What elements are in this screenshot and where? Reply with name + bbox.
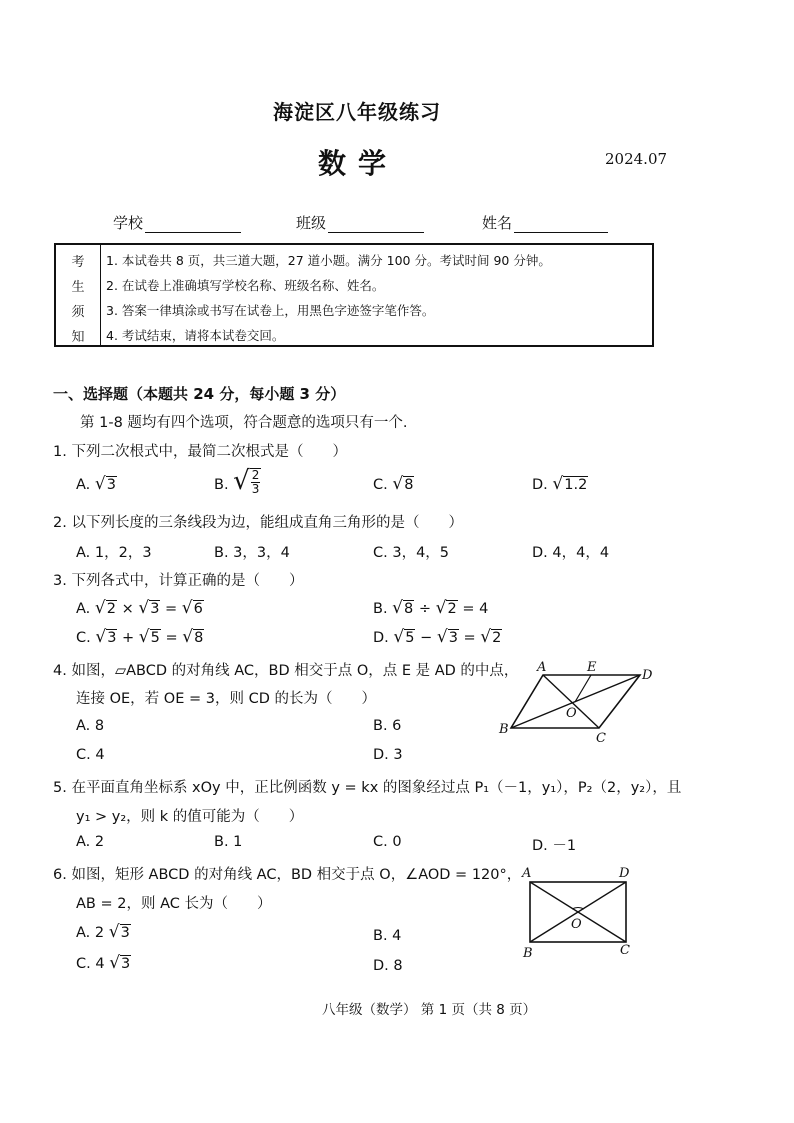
q6-option-c[interactable] xyxy=(76,955,131,973)
sqrt-fraction-expression: √ $\frac{2}{3}$ xyxy=(233,466,260,496)
school-blank[interactable] xyxy=(145,216,241,233)
vertex-label-b: B xyxy=(499,722,509,737)
sqrt-expression: √ 3 xyxy=(95,627,117,647)
q6-option-a[interactable] xyxy=(76,924,131,942)
class-label: 班级 xyxy=(296,214,327,232)
exam-date: 2024.07 xyxy=(605,150,668,168)
vertex-label-d: D xyxy=(642,668,653,683)
sqrt-expression: √ 2 xyxy=(435,598,457,618)
sqrt-expression: √ 3 xyxy=(138,598,160,618)
operator: = 4 xyxy=(462,601,489,617)
vertex-label-a: A xyxy=(522,866,532,881)
question-5-stem-line2: y₁ > y₂，则 k 的值可能为（ ） xyxy=(76,809,304,825)
radicand: 8 xyxy=(404,601,414,617)
sqrt-expression: √ 1.2 xyxy=(552,474,588,494)
option-label: C. xyxy=(373,477,388,493)
notice-item: 1. 本试卷共 8 页，共三道大题，27 道小题。满分 100 分。考试时间 90 分钟。 xyxy=(106,253,551,268)
option-label: C. xyxy=(76,630,91,646)
vertex-label-o: O xyxy=(571,917,582,932)
q6-option-d[interactable]: D. 8 xyxy=(373,958,403,974)
option-label: A. xyxy=(76,477,91,493)
class-field[interactable] xyxy=(296,212,424,233)
q5-option-c[interactable]: C. 0 xyxy=(373,834,402,850)
vertex-label-d: D xyxy=(619,866,630,881)
subject-title: 数学 xyxy=(318,147,399,180)
radicand: 3 xyxy=(121,956,131,972)
sqrt-expression: √ 3 xyxy=(109,953,131,973)
q4-option-b[interactable]: B. 6 xyxy=(373,718,402,734)
radicand: 6 xyxy=(193,601,203,617)
operator: × xyxy=(121,601,134,617)
sqrt-expression: √ 8 xyxy=(182,627,204,647)
operator: = xyxy=(165,630,178,646)
exam-title: 海淀区八年级练习 xyxy=(273,100,441,124)
q1-option-c[interactable] xyxy=(373,476,414,494)
school-label: 学校 xyxy=(113,214,144,232)
vertex-label-b: B xyxy=(523,946,533,960)
class-blank[interactable] xyxy=(328,216,424,233)
question-2-stem: 2. 以下列长度的三条线段为边，能组成直角三角形的是（ ） xyxy=(53,515,463,531)
q3-option-d[interactable] xyxy=(373,629,502,647)
q5-option-b[interactable]: B. 1 xyxy=(214,834,243,850)
radicand: 2 xyxy=(447,601,457,617)
q4-option-a[interactable]: A. 8 xyxy=(76,718,105,734)
sqrt-expression: √ 3 xyxy=(108,922,130,942)
vertex-label-c: C xyxy=(620,943,630,958)
radicand: 8 xyxy=(404,477,414,493)
q1-option-a[interactable] xyxy=(76,476,117,494)
vertex-label-o: O xyxy=(566,706,577,721)
option-label: D. xyxy=(373,630,389,646)
option-label: A. 2 xyxy=(76,925,105,941)
radicand: 3 xyxy=(107,630,117,646)
q6-option-b[interactable]: B. 4 xyxy=(373,928,402,944)
question-4-stem-line2: 连接 OE，若 OE = 3，则 CD 的长为（ ） xyxy=(76,691,376,707)
notice-side-char: 生 xyxy=(71,280,85,295)
operator: + xyxy=(122,630,135,646)
notice-side-char: 须 xyxy=(71,305,85,320)
notice-side-char: 考 xyxy=(71,255,85,270)
vertex-label-c: C xyxy=(596,731,606,745)
radicand: 3 xyxy=(448,630,458,646)
notice-item: 4. 考试结束，请将本试卷交回。 xyxy=(106,328,285,343)
sqrt-expression: √ 8 xyxy=(392,474,414,494)
q2-option-c[interactable]: C. 3，4，5 xyxy=(373,545,450,561)
radicand: 2 xyxy=(106,601,116,617)
question-6-stem-line2: AB = 2，则 AC 长为（ ） xyxy=(76,896,272,912)
radicand: 3 xyxy=(120,925,130,941)
q2-option-b[interactable]: B. 3，3，4 xyxy=(214,545,290,561)
sqrt-expression: √ 3 xyxy=(94,474,116,494)
sqrt-expression: √ 5 xyxy=(138,627,160,647)
radicand: 5 xyxy=(150,630,160,646)
q3-option-c[interactable] xyxy=(76,629,204,647)
q3-option-a[interactable] xyxy=(76,600,204,618)
sqrt-expression: √ 6 xyxy=(181,598,203,618)
vertex-label-a: A xyxy=(537,660,547,675)
option-label: B. xyxy=(214,477,229,493)
option-label: B. xyxy=(373,601,388,617)
section-intro: 第 1-8 题均有四个选项，符合题意的选项只有一个. xyxy=(80,415,408,431)
section-title: 一、选择题（本题共 24 分，每小题 3 分） xyxy=(53,385,346,403)
exam-notice-box xyxy=(54,243,654,347)
operator: ÷ xyxy=(418,601,432,617)
rectangle-figure xyxy=(516,862,641,960)
question-4-stem-line1: 4. 如图，▱ABCD 的对角线 AC，BD 相交于点 O，点 E 是 AD 的中点， xyxy=(53,663,519,679)
sqrt-expression: √ 3 xyxy=(436,627,458,647)
radicand: 5 xyxy=(405,630,415,646)
operator: − xyxy=(420,630,433,646)
q5-option-a[interactable]: A. 2 xyxy=(76,834,105,850)
notice-item: 3. 答案一律填涂或书写在试卷上，用黑色字迹签字笔作答。 xyxy=(106,303,435,318)
q1-option-d[interactable] xyxy=(532,476,588,494)
radicand: 2 xyxy=(492,630,502,646)
question-3-stem: 3. 下列各式中，计算正确的是（ ） xyxy=(53,573,304,589)
operator: = xyxy=(165,601,178,617)
parallelogram-figure xyxy=(495,655,665,745)
q4-option-d[interactable]: D. 3 xyxy=(373,747,403,763)
option-label: A. xyxy=(76,601,91,617)
q4-option-c[interactable]: C. 4 xyxy=(76,747,105,763)
name-blank[interactable] xyxy=(514,216,608,233)
page-footer: 八年级（数学） 第 1 页（共 8 页） xyxy=(322,1002,537,1018)
notice-item: 2. 在试卷上准确填写学校名称、班级名称、姓名。 xyxy=(106,278,385,293)
operator: = xyxy=(463,630,476,646)
fraction-numerator: 2 xyxy=(251,468,260,482)
radicand: 3 xyxy=(150,601,160,617)
name-field[interactable] xyxy=(482,212,608,233)
radicand: 1.2 xyxy=(564,477,588,493)
q1-option-b[interactable] xyxy=(214,468,261,495)
q3-option-b[interactable] xyxy=(373,600,488,618)
question-6-stem-line1: 6. 如图，矩形 ABCD 的对角线 AC，BD 相交于点 O，∠AOD = 120°， xyxy=(53,867,522,883)
name-label: 姓名 xyxy=(482,214,513,232)
sqrt-expression: √ 2 xyxy=(480,627,502,647)
student-info-row xyxy=(0,212,794,236)
q2-option-d[interactable]: D. 4，4，4 xyxy=(532,545,610,561)
q5-option-d[interactable]: D. －1 xyxy=(532,838,577,854)
vertex-label-e: E xyxy=(587,660,597,675)
sqrt-expression: √ 5 xyxy=(393,627,415,647)
option-label: D. xyxy=(532,477,548,493)
notice-side-char: 知 xyxy=(71,330,85,345)
notice-side-column xyxy=(56,245,101,345)
question-5-stem-line1: 5. 在平面直角坐标系 xOy 中，正比例函数 y = kx 的图象经过点 P₁（－1，y₁），P₂（2，y₂），且 xyxy=(53,780,682,796)
q2-option-a[interactable]: A. 1，2，3 xyxy=(76,545,152,561)
sqrt-expression: √ 2 xyxy=(94,598,116,618)
radicand: 8 xyxy=(194,630,204,646)
option-label: C. 4 xyxy=(76,956,105,972)
school-field[interactable] xyxy=(113,212,241,233)
fraction-denominator: 3 xyxy=(251,481,260,496)
radicand: 3 xyxy=(106,477,116,493)
question-1-stem: 1. 下列二次根式中，最简二次根式是（ ） xyxy=(53,444,347,460)
sqrt-expression: √ 8 xyxy=(392,598,414,618)
